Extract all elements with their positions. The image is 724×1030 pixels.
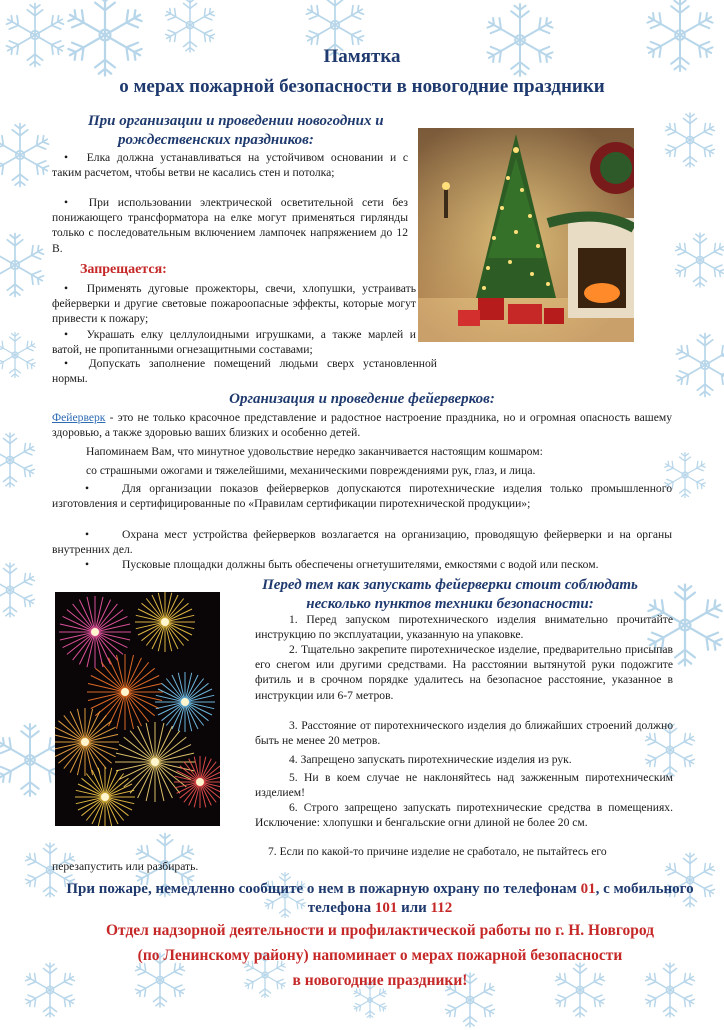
safety-item-7: 7. Если по какой-то причине изделие не сработало, не пытайтесь его перезапустить или разбирать. [52, 845, 607, 874]
phone-112: 112 [430, 900, 453, 916]
snowflake-icon [0, 330, 40, 380]
snowflake-icon [60, 0, 150, 80]
section1-heading-line2: рождественских праздников: [118, 132, 314, 148]
section2-item-1: • Для организации показов фейерверков допускаются пиротехнические изделия только промышленного изготовления и сертифицированные по «Правилам сертификации пиротехнической продукции»; [52, 482, 672, 511]
snowflake-icon [0, 430, 40, 490]
section3-heading [230, 576, 670, 614]
snowflake-icon [660, 110, 720, 170]
section2-item-3: • Пусковые площадки должны быть обеспечены огнетушителями, емкостями с водой или песком. [84, 558, 599, 571]
section3-heading-line1: Перед тем как запускать фейерверки стоит соблюдать [262, 577, 638, 593]
prohibited-item-1: • Применять дуговые прожекторы, свечи, хлопушки, устраивать фейерверки и другие световые пожароопасные эффекты, которые могут привести к пожару; [52, 282, 416, 326]
snowflake-icon [0, 230, 50, 300]
footer-line-1: Отдел надзорной деятельности и профилактической работы по г. Н. Новгород [105, 922, 654, 939]
section1-heading-line1: При организации и проведении новогодних и [88, 113, 384, 129]
reminder-line-1: Напоминаем Вам, что минутное удовольствие нередко заканчивается настоящим кошмаром: [86, 445, 543, 458]
section1-heading [88, 112, 408, 150]
safety-item-3: 3. Расстояние от пиротехнического изделия до ближайших строений должно быть не менее 20 метров. [255, 719, 673, 748]
page-subtitle: о мерах пожарной безопасности в новогодние праздники [119, 76, 605, 97]
section1-item-2: • При использовании электрической осветительной сети без понижающего трансформатора на елке могут применяться гирлянды только с последовательным включением лампочек напряжением до 12 В. [52, 196, 409, 255]
reminder-line-2: со страшными ожогами и тяжелейшими, механическими повреждениями рук, глаз, и лица. [86, 464, 536, 477]
prohibited-item-3: • Допускать заполнение помещений людьми сверх установленной нормы. [52, 357, 437, 386]
safety-item-4: 4. Запрещено запускать пиротехнические изделия из рук. [289, 753, 572, 766]
phone-101: 101 [374, 900, 398, 916]
fireworks-intro: Фейерверк - это не только красочное представление и радостное настроение праздника, но и огромная опасность вашему здоровью, а также здоровью ваших близких и особенно детей. [52, 411, 672, 440]
footer-line-2: (по Ленинскому району) напоминает о мерах пожарной безопасности [137, 947, 623, 964]
snowflake-icon [670, 230, 724, 290]
prohibited-item-2: • Украшать елку целлулоидными игрушками, а также марлей и ватой, не пропитанными огнезащитными составами; [52, 328, 416, 357]
section2-item-2: • Охрана мест устройства фейерверков возлагается на организацию, проводящую фейерверки и на органы внутренних дел. [52, 528, 672, 557]
section3-heading-line2: несколько пунктов техники безопасности: [306, 596, 594, 612]
page-title: Памятка [323, 46, 401, 67]
section2-heading: Организация и проведение фейерверков: [229, 391, 495, 407]
fire-call-notice: При пожаре, немедленно сообщите о нем в пожарную охрану по телефонам 01, с мобильного телефона 101 или 112 [66, 881, 694, 916]
phone-01: 01 [580, 881, 596, 897]
fireworks-photo [55, 592, 220, 826]
prohibited-heading: Запрещается: [80, 262, 167, 277]
footer-line-3: в новогодние праздники! [292, 972, 468, 989]
fireworks-link[interactable]: Фейерверк [52, 411, 106, 424]
footer-notice [50, 918, 710, 993]
safety-item-1: 1. Перед запуском пиротехнического изделия внимательно прочитайте инструкцию по эксплуатации, указанную на упаковке. [255, 613, 673, 642]
section1-item-1: • Елка должна устанавливаться на устойчивом основании и с таким расчетом, чтобы ветви не касались стен и потолка; [52, 151, 408, 180]
safety-item-5: 5. Ни в коем случае не наклоняйтесь над зажженным пиротехническим изделием! [255, 771, 673, 800]
snowflake-icon [0, 560, 40, 620]
christmas-tree-photo [418, 128, 634, 342]
safety-item-2: 2. Тщательно закрепите пиротехническое изделие, предварительно присыпав его снегом или другими средствами. На расстоянии вытянутой руки подожгите фитиль и в срочном порядке удалитесь на безопасное расстояние, указанное в инструкции или 6-7 метров. [255, 643, 673, 702]
snowflake-icon [480, 0, 560, 80]
snowflake-icon [0, 120, 55, 190]
safety-item-6: 6. Строго запрещено запускать пиротехнические средства в помещениях. Исключение: хлопушки и бенгальские огни длиной не более 20 см. [255, 801, 673, 830]
